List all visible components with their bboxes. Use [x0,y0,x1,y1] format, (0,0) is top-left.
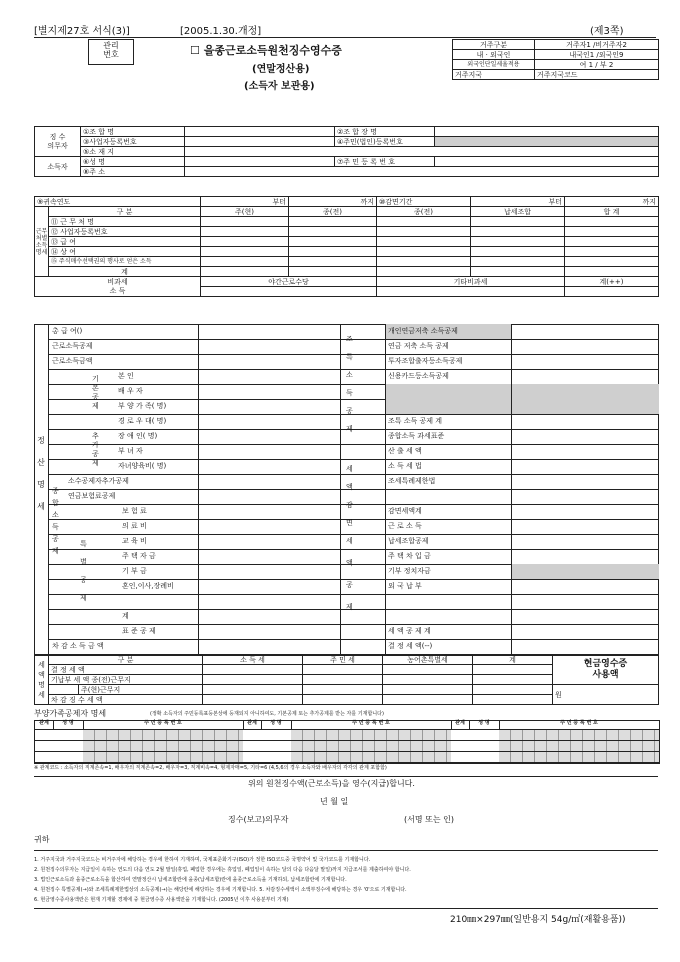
tax-cell[interactable] [383,675,473,685]
basic-deduction-label: 기본공제 [92,375,99,410]
union-head-field[interactable] [435,127,659,137]
settlement-left-value[interactable] [198,474,341,489]
tax-credit-group-label: 세액공제 [346,537,353,611]
settlement-right-row [340,549,658,565]
dependent-name-field[interactable] [243,741,291,752]
settlement-right-label: 산 출 세 액 [385,444,512,459]
period-to[interactable]: 까지 [289,197,377,207]
work-cell[interactable] [289,267,377,277]
settlement-left-label: 배 우 자 [118,387,143,395]
settlement-left-label: 장 애 인( 명) [118,432,158,440]
settlement-right-row [340,534,658,550]
nontax-cell[interactable] [377,287,565,297]
settlement-left-value[interactable] [198,579,341,594]
settlement-left-value[interactable] [198,369,341,384]
settlement-left-row [48,549,340,565]
work-row-label: ⑭ 상 여 [49,247,201,257]
work-cell[interactable] [471,227,565,237]
work-cell[interactable] [289,237,377,247]
confirmation-date[interactable]: 년 월 일 [320,797,349,806]
settlement-right-label: 종합소득 과세표준 [385,429,512,444]
settlement-right-label: 조세특례제한법 [385,474,512,489]
settlement-right-label: 세 액 공 제 계 [385,624,512,639]
settlement-right-row [340,399,658,415]
tax-col-rural: 농어촌특별세 [383,655,473,665]
earner-name-field[interactable] [185,157,335,167]
flat-rate-value[interactable]: 여 1 / 부 2 [535,60,659,70]
settlement-right-value[interactable] [511,534,659,549]
settlement-right-value[interactable] [511,339,659,354]
settlement-left-label: 혼인,이사,장례비 [122,582,174,590]
management-number-label: 관리 번호 [103,41,119,59]
settlement-left-value[interactable] [198,354,341,369]
dependent-name-field[interactable] [35,741,83,752]
resident-number-field[interactable] [435,157,659,167]
settlement-right-label: 투자조합출자등소득공제 [385,354,512,369]
work-cell[interactable] [471,247,565,257]
tax-cell[interactable] [383,665,473,675]
settlement-left-value[interactable] [198,534,341,549]
settlement-left-value[interactable] [198,444,341,459]
settlement-left-value[interactable] [198,489,341,504]
tax-col-income: 소 득 세 [203,655,303,665]
tax-detail-table [34,654,659,705]
work-cell[interactable] [377,227,471,237]
page-label: (제3쪽) [590,26,624,37]
business-number-label: ③사업자등록번호 [81,137,185,147]
tax-cell[interactable] [203,675,303,685]
work-row-label: ⑪ 근 무 처 명 [49,217,201,227]
settlement-right-value[interactable] [511,564,659,579]
settlement-left-value[interactable] [198,624,341,639]
settlement-left-value[interactable] [198,519,341,534]
settlement-right-value[interactable] [511,624,659,639]
sign-label[interactable]: (서명 또는 인) [404,815,454,824]
settlement-left-label: 경 로 우 대( 명) [118,417,167,425]
work-cell[interactable] [565,237,659,247]
settlement-left-row [48,504,340,520]
work-cell[interactable] [377,267,471,277]
note-1: 1. 거주지국과 거주지국코드는 비거주자에 해당하는 경우에 한하여 기재하며, 국제표준화기구(ISO)가 정한 ISO코드중 국명약어 및 국가코드를 기재합니다. [34,857,371,863]
dependent-id-field[interactable] [499,741,659,752]
settlement-right-row [340,594,658,610]
settlement-left-value[interactable] [198,609,341,624]
tax-row-label: 차 감 징 수 세 액 [49,695,203,705]
settlement-right-row [340,489,658,505]
tax-row-label: 주(현)근무지 [79,685,203,695]
work-cell[interactable] [289,217,377,227]
settlement-left-value[interactable] [198,324,341,339]
settlement-left-value[interactable] [198,429,341,444]
settlement-right-row [340,504,658,520]
work-cell[interactable] [201,227,289,237]
settlement-right-row [340,429,658,445]
nontax-total: 계(++) [565,277,659,287]
settlement-right-row [340,474,658,490]
tax-cell[interactable] [303,685,383,695]
work-cell[interactable] [471,257,565,267]
corp-number-field[interactable] [435,137,659,147]
dependent-name-field[interactable] [451,752,499,763]
exemption-period-label: ⑩감면기간 [377,197,471,207]
work-col-union: 납세조합 [471,207,565,217]
work-col-prev: 종(전) [289,207,377,217]
nationality-label: 내 · 외국인 [453,50,535,60]
settlement-right-value[interactable] [511,384,659,399]
settlement-right-label [385,384,512,399]
settlement-left-label: 근로소득금액 [52,357,93,365]
work-cell[interactable] [565,257,659,267]
payer-earner-table [34,126,659,177]
settlement-left-row [48,489,340,505]
settlement-right-row [340,369,658,385]
dependent-name-field[interactable] [243,730,291,741]
work-cell[interactable] [565,217,659,227]
settlement-left-label: 연금보험료공제 [68,492,116,500]
country-code-label[interactable]: 거주지국코드 [535,70,659,80]
note-5: 6. 현금영수증사용액란은 현재 기재할 경제에 중 현금영수증 사용액만을 기재합니다. (2005년 이후 사용분부터 기재) [34,897,289,903]
work-cell[interactable] [471,267,565,277]
residency-value[interactable]: 거주자1 /비거주자2 [535,40,659,50]
dependent-name-field[interactable] [35,752,83,763]
union-head-label: ②조 합 장 명 [335,127,435,137]
nontax-cell[interactable] [201,287,377,297]
tax-col-total: 계 [473,655,553,665]
union-name-field[interactable] [185,127,335,137]
settlement-right-row [340,609,658,625]
work-cell[interactable] [201,257,289,267]
dependent-col-head: 성 명 [469,721,500,730]
settlement-left-value[interactable] [198,504,341,519]
settlement-right-value[interactable] [511,549,659,564]
settlement-left-value[interactable] [198,339,341,354]
tax-row-label: 기납부 세 액 종(전)근무지 [49,675,203,685]
dependents-note: (정확 소득자의 주민등록표등본상에 등재되지 아니하여도, 기본공제 또는 추가공제를 받는 자를 기재합니다) [150,711,384,717]
settlement-right-row [340,459,658,475]
settlement-right-row [340,414,658,430]
dependent-col-head: 주 민 등 록 번 호 [499,721,660,730]
settlement-right-label: 소 득 세 법 [385,459,512,474]
dependent-id-field[interactable] [291,741,451,752]
resident-number-label: ⑦주 민 등 록 번 호 [335,157,435,167]
work-cell[interactable] [201,267,289,277]
settlement-left-label: 부 양 가 족( 명) [118,402,167,410]
settlement-left-value[interactable] [198,384,341,399]
settlement-left-row [48,579,340,595]
dependent-col-head: 주 민 등 록 번 호 [291,721,452,730]
form-subtitle: (연말정산용) [252,64,310,75]
settlement-left-label: 소수공제자추가공제 [68,477,129,485]
settlement-right-row [340,339,658,355]
settlement-right-value[interactable] [511,504,659,519]
tax-exemption-group-label: 세액감면 [346,465,353,527]
settlement-left-row [48,609,340,625]
union-name-label: ①조 합 명 [81,127,185,137]
dependent-id-field[interactable] [83,752,243,763]
settlement-right-row [340,354,658,370]
settlement-left-label: 자녀양육비( 명) [118,462,167,470]
revision-date: [2005.1.30.개정] [180,26,262,37]
flat-rate-label: 외국인단일세율적용 [453,60,535,70]
dependent-id-field[interactable] [499,752,659,763]
settlement-right-value[interactable] [511,489,659,504]
settlement-left-label: 차 감 소 득 금 액 [52,642,104,650]
addressee-label: 귀하 [34,835,50,844]
note-3: 3. 법인근로소득과 을종근로소득을 합산하여 연말정산시 납세조합란에 을종(납세조합)란에 을종근로소득을 기재하되, 납세조합란에 기재합니다. [34,877,347,883]
tax-cell[interactable] [203,685,303,695]
settlement-right-row [340,564,658,580]
settlement-side-label: 정산명세 [37,436,45,511]
nontax-other: 기타비과세 [377,277,565,287]
settlement-right-value[interactable] [511,459,659,474]
work-row-label: 계 [49,267,201,277]
comprehensive-deduction-label: 종합소득공제 [52,487,59,555]
work-cell[interactable] [289,257,377,267]
settlement-right-value[interactable] [511,399,659,414]
dependent-id-field[interactable] [291,752,451,763]
settlement-right-row [340,639,658,655]
work-col-main: 주(현) [201,207,289,217]
title-text: 을종근로소득원천징수영수증 [203,44,342,57]
settlement-right-value[interactable] [511,594,659,609]
work-cell[interactable] [565,267,659,277]
work-cell[interactable] [289,247,377,257]
settlement-left-row [48,519,340,535]
settlement-right-value[interactable] [511,369,659,384]
tax-cell[interactable] [383,685,473,695]
note-4: 4. 원천징수 특별공제(→)와 조세특례제한법상의 소득공제(→)는 해당란에 해당하는 경우에 기재합니다. 5. 차감징수세액이 소액부징수에 해당하는 경우 '0'으로 기재합니다. [34,887,407,893]
tax-cell[interactable] [303,675,383,685]
tax-cell[interactable] [303,665,383,675]
settlement-right-label: 개인연금저축 소득공제 [385,324,512,339]
settlement-left-row [48,639,340,655]
settlement-left-value[interactable] [198,564,341,579]
special-deduction-label: 특별공제 [80,540,87,602]
settlement-right-row [340,624,658,640]
settlement-right-label: 기부 정치자금 [385,564,512,579]
form-reference: [별지제27호 서식(3)] [34,26,130,37]
dependent-id-field[interactable] [83,730,243,741]
tax-reduction-group-label: 조특소득공제 [346,335,353,433]
settlement-right-value[interactable] [511,609,659,624]
settlement-left-label: 교 육 비 [122,537,147,545]
work-row-label: ⑮ 주식매수선택권의 행사로 얻은 소득 [49,257,201,267]
earner-address-label: ⑧주 소 [81,167,185,177]
settlement-right-value[interactable] [511,354,659,369]
cash-receipt-field[interactable] [553,685,659,705]
exemption-from[interactable]: 부터 [471,197,565,207]
residency-label: 거주구분 [453,40,535,50]
work-cell[interactable] [565,247,659,257]
settlement-right-label: 주 택 차 입 금 [385,549,512,564]
work-side-label: 근무처별소득명세 [35,207,49,277]
settlement-left-label: 주 택 자 금 [122,552,156,560]
tax-cell[interactable] [473,685,553,695]
settlement-left-value[interactable] [198,594,341,609]
settlement-left-label: 근로소득공제 [52,342,93,350]
dependent-name-field[interactable] [451,730,499,741]
settlement-right-label: 신용카드등소득공제 [385,369,512,384]
settlement-right-row [340,384,658,400]
settlement-right-label: 조특 소득 공제 계 [385,414,512,429]
tax-cell[interactable] [303,695,383,705]
settlement-left-row [48,324,340,340]
settlement-left-value[interactable] [198,399,341,414]
settlement-right-label: 감면세액계 [385,504,512,519]
additional-deduction-label: 추가공제 [92,432,99,467]
settlement-left-label: 보 험 료 [122,507,147,515]
settlement-right-value[interactable] [511,639,659,654]
work-col-prev2: 종(전) [377,207,471,217]
tax-cell[interactable] [473,675,553,685]
exemption-to[interactable]: 까지 [565,197,659,207]
tax-cell[interactable] [383,695,473,705]
settlement-left-label: 부 녀 자 [118,447,143,455]
tax-col-resident: 주 민 세 [303,655,383,665]
period-from[interactable]: 부터 [201,197,289,207]
dependent-name-field[interactable] [35,730,83,741]
settlement-right-label [385,489,512,504]
settlement-left-label: 총 급 여() [52,327,83,335]
settlement-right-value[interactable] [511,429,659,444]
settlement-right-label: 외 국 납 부 [385,579,512,594]
settlement-right-value[interactable] [511,414,659,429]
settlement-left-row [48,564,340,580]
settlement-right-value[interactable] [511,444,659,459]
dependent-col-head: 성 명 [261,721,292,730]
dependent-col-head: 관계 [35,721,54,730]
nontax-night: 야간근로수당 [201,277,377,287]
settlement-left-value[interactable] [198,549,341,564]
settlement-right-label [385,399,512,414]
business-number-field[interactable] [185,137,335,147]
tax-cell[interactable] [473,665,553,675]
title-checkbox[interactable]: ☐ [190,44,200,57]
dependent-col-head: 성 명 [53,721,84,730]
form-title [190,42,342,58]
settlement-right-row [340,519,658,535]
dependents-title: 부양가족공제자 명세 [34,709,107,718]
settlement-left-row [48,624,340,640]
dependent-col-head: 관계 [243,721,262,730]
settlement-left-label: 본 인 [118,372,134,380]
settlement-left-row [48,534,340,550]
work-cell[interactable] [377,237,471,247]
settlement-right-label [385,609,512,624]
nontax-cell[interactable] [565,287,659,297]
settlement-right-label: 결 정 세 액(--) [385,639,512,654]
work-cell[interactable] [377,247,471,257]
settlement-left-value[interactable] [198,414,341,429]
dependent-name-field[interactable] [243,752,291,763]
management-number-box[interactable] [88,39,134,65]
copy-label: (소득자 보관용) [244,81,315,92]
settlement-left-value[interactable] [198,459,341,474]
settlement-right-row [340,579,658,595]
cash-receipt-label: 현금영수증 사용액 [553,655,659,685]
dependent-id-field[interactable] [499,730,659,741]
dependent-id-field[interactable] [291,730,451,741]
nationality-value[interactable]: 내국인1 /외국인9 [535,50,659,60]
dependent-col-head: 관계 [451,721,470,730]
tax-col-head: 구 분 [49,655,203,665]
work-row-label: ⑬ 급 여 [49,237,201,247]
settlement-right-row [340,324,658,340]
tax-cell[interactable] [203,665,303,675]
work-cell[interactable] [565,227,659,237]
paper-spec: 210㎜×297㎜(일반용지 54g/㎡(재활용품)) [450,915,626,925]
work-cell[interactable] [201,217,289,227]
settlement-right-value[interactable] [511,579,659,594]
nontax-label: 비과세 소 득 [35,277,201,297]
payer-group-label: 징 수 의무자 [35,127,81,157]
earner-name-label: ⑥성 명 [81,157,185,167]
signer-label: 징수(보고)의무자 [228,815,289,824]
work-cell[interactable] [471,217,565,227]
work-row-label: ⑫ 사업자등록번호 [49,227,201,237]
settlement-left-label: 표 준 공 제 [122,627,156,635]
work-cell[interactable] [471,237,565,247]
tax-cell[interactable] [473,695,553,705]
settlement-left-label: 계 [122,612,129,620]
dependent-id-field[interactable] [83,741,243,752]
settlement-left-row [48,414,340,430]
location-field[interactable] [185,147,659,157]
confirmation-text: 위의 원천징수액(근로소득)을 영수(지급)합니다. [248,779,415,788]
tax-row-label: 결 정 세 액 [49,665,203,675]
settlement-right-label: 근 로 소 득 [385,519,512,534]
settlement-left-row [48,339,340,355]
settlement-left-row [48,474,340,490]
settlement-left-label: 기 부 금 [122,567,147,575]
settlement-right-label: 납세조합공제 [385,534,512,549]
settlement-right-row [340,444,658,460]
residency-table [452,39,659,80]
country-label: 거주지국 [453,70,535,80]
work-income-table [34,196,659,297]
work-cell[interactable] [289,227,377,237]
settlement-right-value[interactable] [511,519,659,534]
work-cell[interactable] [201,237,289,247]
work-cell[interactable] [201,247,289,257]
note-2: 2. 원천징수의무자는 지급일이 속하는 연도의 다음 연도 2월 말일(휴업, 폐업한 경우에는 휴업일, 폐업일이 속하는 달의 다음 다음달 말일)까지 지급조서를 제출하여야 합니다. [34,867,411,873]
work-cell[interactable] [377,257,471,267]
settlement-left-value[interactable] [198,639,341,654]
work-cell[interactable] [377,217,471,227]
work-col-total: 합 계 [565,207,659,217]
settlement-left-row [48,354,340,370]
settlement-right-label [385,594,512,609]
earner-address-field[interactable] [185,167,659,177]
attribution-year-label: ⑨귀속연도 [35,197,201,207]
settlement-right-label: 연금 저축 소득 공제 [385,339,512,354]
corp-number-label: ④주민(법인)등록번호 [335,137,435,147]
relation-code-footnote: ※ 관계코드 : 소득자의 직계존속=1, 배우자의 직계존속=2, 배우자=3, 직계비속=4, 형제자매=5, 기타=6 (4,5,6의 경우 소득자와 배우자의 각각의 관계 포함함) [34,765,387,771]
work-col-head: 구 분 [49,207,201,217]
cash-receipt-unit: 원 [555,690,562,699]
settlement-right-value[interactable] [511,474,659,489]
location-label: ⑤소 재 지 [81,147,185,157]
settlement-right-value[interactable] [511,324,659,339]
earner-group-label: 소득자 [35,157,81,177]
settlement-left-label: 의 료 비 [122,522,147,530]
tax-cell[interactable] [203,695,303,705]
dependent-name-field[interactable] [451,741,499,752]
dependent-col-head: 주 민 등 록 번 호 [83,721,244,730]
tax-side-label: 세액명세 [35,655,49,705]
settlement-left-row [48,594,340,610]
